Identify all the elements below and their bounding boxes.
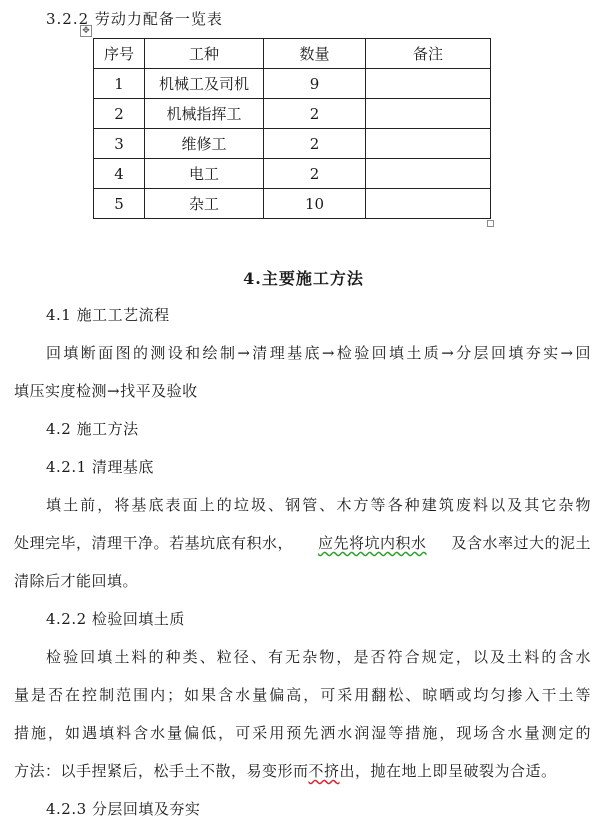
heading-4-1: 4.1 施工工艺流程: [46, 306, 170, 324]
text-span: 及含水率过大的泥土: [451, 534, 591, 552]
paragraph-4-2-1-line-1: 填土前，将基底表面上的垃圾、钢管、木方等各种建筑废料以及其它杂物: [46, 496, 591, 514]
heading-4-2-1: 4.2.1 清理基底: [46, 458, 154, 476]
cell-trade: 电工: [145, 159, 264, 189]
paragraph-4-2-2-line-1: 检验回填土料的种类、粒径、有无杂物，是否符合规定，以及土料的含水: [46, 648, 591, 666]
text-span: 方法：以手捏紧后，松手土不散，易变形而: [14, 762, 309, 780]
labor-table: [93, 38, 491, 219]
cell-index: 2: [94, 99, 145, 129]
heading-4-2-2: 4.2.2 检验回填土质: [46, 610, 185, 628]
heading-4-2: 4.2 施工方法: [46, 420, 139, 438]
paragraph-4-2-1-line-2: [14, 532, 591, 553]
paragraph-4-2-1-line-3: 清除后才能回填。: [14, 572, 139, 590]
cell-trade: 维修工: [145, 129, 264, 159]
cell-trade: 杂工: [145, 189, 264, 219]
paragraph-4-2-2-line-4: [14, 760, 557, 781]
table-row: [94, 159, 491, 189]
cell-trade: 机械指挥工: [145, 99, 264, 129]
cell-remarks: [366, 159, 491, 189]
cell-index: 4: [94, 159, 145, 189]
paragraph-4-2-2-line-2: 量是否在控制范围内；如果含水量偏高，可采用翻松、晾晒或均匀掺入干土等: [14, 686, 591, 704]
table-move-handle-icon[interactable]: ✥: [80, 25, 92, 37]
table-row: [94, 69, 491, 99]
heading-4-2-3: 4.2.3 分层回填及夯实: [46, 800, 201, 818]
cell-remarks: [366, 69, 491, 99]
paragraph-4-1-line-1: 回填断面图的测设和绘制→清理基底→检验回填土质→分层回填夯实→回: [46, 344, 591, 362]
cell-remarks: [366, 99, 491, 129]
table-row: [94, 99, 491, 129]
section-title: 4.主要施工方法: [243, 269, 364, 288]
cell-quantity: 2: [264, 99, 366, 129]
heading-labor-table: 3.2.2 劳动力配备一览表: [46, 10, 223, 28]
spelling-marked-text[interactable]: 不挤: [308, 762, 340, 780]
cell-quantity: 10: [264, 189, 366, 219]
cell-trade: 机械工及司机: [145, 69, 264, 99]
cell-remarks: [366, 129, 491, 159]
col-header-index: 序号: [94, 39, 145, 69]
col-header-quantity: 数量: [264, 39, 366, 69]
table-row: [94, 129, 491, 159]
text-span: 处理完毕，清理干净。若基坑底有积水，: [14, 534, 294, 552]
cell-index: 3: [94, 129, 145, 159]
grammar-marked-text[interactable]: 应先将坑内积水: [317, 534, 427, 552]
cell-quantity: 2: [264, 129, 366, 159]
table-row: [94, 189, 491, 219]
cell-index: 5: [94, 189, 145, 219]
cell-index: 1: [94, 69, 145, 99]
text-span: 出，抛在地上即呈破裂为合适。: [339, 762, 557, 780]
table-header-row: [94, 39, 491, 69]
cell-quantity: 2: [264, 159, 366, 189]
paragraph-4-2-2-line-3: 措施，如遇填料含水量偏低，可采用预先洒水润湿等措施，现场含水量测定的: [14, 724, 591, 742]
col-header-remarks: 备注: [366, 39, 491, 69]
col-header-trade: 工种: [145, 39, 264, 69]
cell-remarks: [366, 189, 491, 219]
paragraph-4-1-line-2: 填压实度检测→找平及验收: [14, 382, 198, 400]
table-resize-handle[interactable]: [487, 220, 494, 227]
cell-quantity: 9: [264, 69, 366, 99]
